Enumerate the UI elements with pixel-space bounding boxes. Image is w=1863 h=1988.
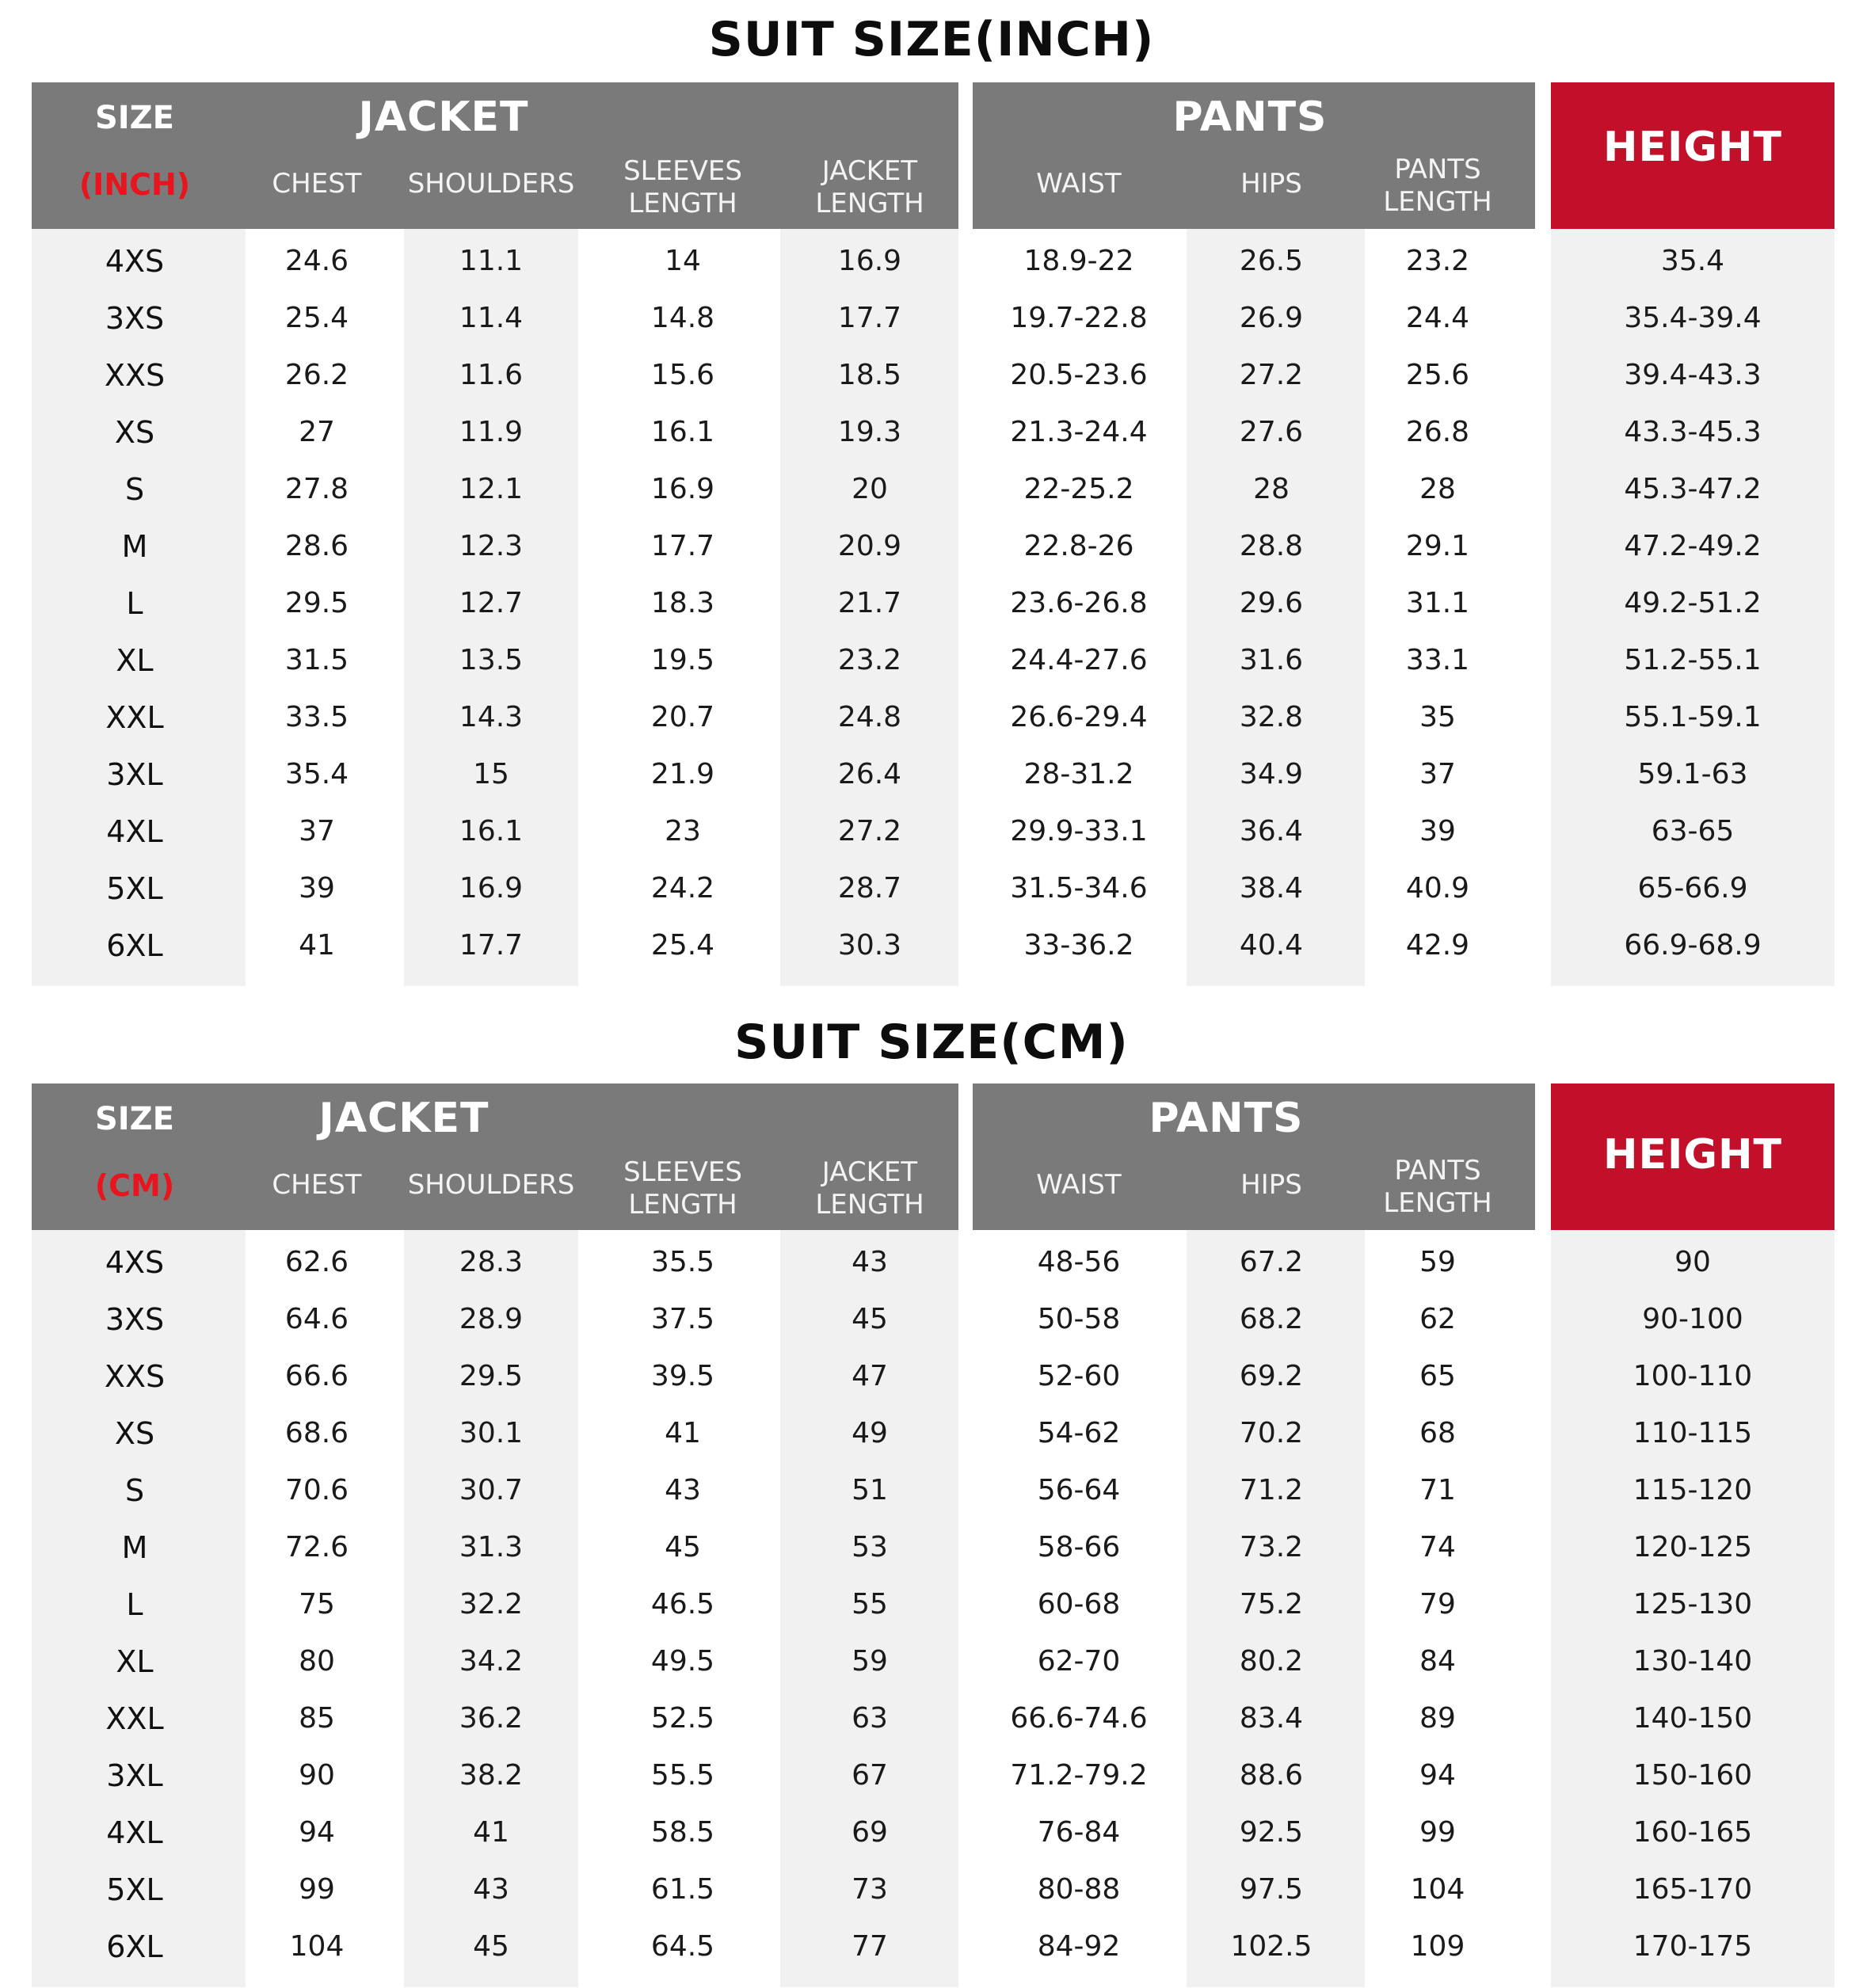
value-cell: 26.6-29.4 (1010, 701, 1148, 733)
value-cell: 20.5-23.6 (1010, 359, 1148, 391)
value-cell: 75 (299, 1588, 335, 1620)
chest-column-label: CHEST (272, 1169, 362, 1201)
table-row (0, 290, 1863, 347)
value-cell: 28.9 (459, 1303, 524, 1335)
size-header-label: SIZE (94, 1101, 175, 1137)
value-cell: 43 (665, 1474, 701, 1506)
unit-label: (CM) (94, 1168, 175, 1203)
value-cell: 47.2-49.2 (1624, 530, 1762, 562)
value-cell: 68 (1419, 1417, 1456, 1449)
value-cell: 85 (299, 1702, 335, 1735)
size-cell: 3XS (105, 301, 165, 336)
value-cell: 59 (851, 1645, 888, 1678)
value-cell: 125-130 (1633, 1588, 1753, 1620)
value-cell: 88.6 (1239, 1759, 1304, 1792)
value-cell: 12.7 (459, 587, 524, 619)
value-cell: 37.5 (650, 1303, 715, 1335)
value-cell: 65 (1419, 1360, 1456, 1392)
jacket-group-label: JACKET (358, 93, 529, 141)
value-cell: 23 (665, 815, 701, 847)
value-cell: 83.4 (1239, 1702, 1304, 1735)
value-cell: 80 (299, 1645, 335, 1678)
value-cell: 115-120 (1633, 1474, 1753, 1506)
table-row (0, 404, 1863, 461)
value-cell: 27.2 (1239, 359, 1304, 391)
value-cell: 59.1-63 (1637, 758, 1748, 790)
pants-group-label: PANTS (1172, 93, 1328, 141)
value-cell: 66.9-68.9 (1624, 929, 1762, 962)
value-cell: 55.5 (650, 1759, 715, 1792)
size-cell: XXL (105, 700, 164, 735)
value-cell: 52.5 (650, 1702, 715, 1735)
value-cell: 35.4 (1660, 245, 1725, 277)
value-cell: 12.3 (459, 530, 524, 562)
value-cell: 15.6 (650, 359, 715, 391)
pants-header (973, 82, 1535, 229)
value-cell: 41 (665, 1417, 701, 1449)
value-cell: 36.2 (459, 1702, 524, 1735)
value-cell: 16.9 (650, 473, 715, 505)
size-cell: XXS (104, 358, 166, 393)
value-cell: 68.6 (284, 1417, 349, 1449)
table-row (0, 1234, 1863, 1291)
chest-column-label: CHEST (272, 168, 362, 200)
value-cell: 30.3 (837, 929, 902, 962)
value-cell: 150-160 (1633, 1759, 1753, 1792)
size-cell: XS (114, 415, 155, 450)
value-cell: 16.1 (650, 416, 715, 448)
value-cell: 27.8 (284, 473, 349, 505)
value-cell: 109 (1410, 1930, 1465, 1963)
value-cell: 38.4 (1239, 872, 1304, 905)
value-cell: 17.7 (459, 929, 524, 962)
size-cell: 5XL (106, 1872, 163, 1907)
value-cell: 84 (1419, 1645, 1456, 1678)
value-cell: 54-62 (1037, 1417, 1121, 1449)
sleeves-column-label-line1: SLEEVES (623, 155, 742, 187)
value-cell: 20.7 (650, 701, 715, 733)
value-cell: 64.6 (284, 1303, 349, 1335)
value-cell: 43.3-45.3 (1624, 416, 1762, 448)
value-cell: 43 (851, 1246, 888, 1278)
pants-group-label: PANTS (1149, 1095, 1304, 1142)
value-cell: 63-65 (1651, 815, 1735, 847)
value-cell: 62-70 (1037, 1645, 1121, 1678)
table-row (0, 689, 1863, 746)
jacket-length-column-label-line2: LENGTH (815, 1189, 924, 1221)
height-label: HEIGHT (1602, 124, 1783, 171)
waist-column-label: WAIST (1036, 168, 1122, 200)
value-cell: 15 (473, 758, 509, 790)
value-cell: 35.4 (284, 758, 349, 790)
value-cell: 14.8 (650, 302, 715, 334)
value-cell: 102.5 (1230, 1930, 1312, 1963)
table-row (0, 1291, 1863, 1348)
jacket-length-column-label-line1: JACKET (821, 155, 918, 187)
cm-table-title: SUIT SIZE(CM) (734, 1015, 1129, 1070)
value-cell: 11.9 (459, 416, 524, 448)
value-cell: 28-31.2 (1023, 758, 1134, 790)
value-cell: 170-175 (1633, 1930, 1753, 1963)
value-cell: 26.2 (284, 359, 349, 391)
value-cell: 62.6 (284, 1246, 349, 1278)
value-cell: 29.6 (1239, 587, 1304, 619)
value-cell: 70.2 (1239, 1417, 1304, 1449)
value-cell: 45 (851, 1303, 888, 1335)
size-cell: 3XL (106, 757, 163, 792)
value-cell: 51 (851, 1474, 888, 1506)
value-cell: 47 (851, 1360, 888, 1392)
value-cell: 56-64 (1037, 1474, 1121, 1506)
value-cell: 140-150 (1633, 1702, 1753, 1735)
size-cell: L (126, 1587, 143, 1622)
value-cell: 34.2 (459, 1645, 524, 1678)
size-cell: 3XS (105, 1302, 165, 1337)
value-cell: 35.4-39.4 (1624, 302, 1762, 334)
value-cell: 160-165 (1633, 1816, 1753, 1849)
value-cell: 66.6-74.6 (1010, 1702, 1148, 1735)
value-cell: 90 (299, 1759, 335, 1792)
size-cell: 4XS (105, 1245, 165, 1280)
value-cell: 13.5 (459, 644, 524, 676)
size-cell: 3XL (106, 1758, 163, 1793)
value-cell: 18.3 (650, 587, 715, 619)
size-cell: S (124, 472, 145, 507)
value-cell: 17.7 (837, 302, 902, 334)
value-cell: 31.6 (1239, 644, 1304, 676)
value-cell: 35.5 (650, 1246, 715, 1278)
value-cell: 28 (1419, 473, 1456, 505)
value-cell: 55 (851, 1588, 888, 1620)
jacket-length-column-label-line1: JACKET (821, 1156, 918, 1188)
value-cell: 71 (1419, 1474, 1456, 1506)
size-cell: XL (116, 1644, 154, 1679)
table-row (0, 746, 1863, 803)
value-cell: 23.6-26.8 (1010, 587, 1148, 619)
value-cell: 22.8-26 (1023, 530, 1134, 562)
value-cell: 63 (851, 1702, 888, 1735)
value-cell: 53 (851, 1531, 888, 1563)
value-cell: 27.2 (837, 815, 902, 847)
table-row (0, 1633, 1863, 1690)
value-cell: 67.2 (1239, 1246, 1304, 1278)
value-cell: 73.2 (1239, 1531, 1304, 1563)
value-cell: 19.3 (837, 416, 902, 448)
value-cell: 60-68 (1037, 1588, 1121, 1620)
table-row (0, 1576, 1863, 1633)
value-cell: 17.7 (650, 530, 715, 562)
value-cell: 14 (665, 245, 701, 277)
shoulders-column-label: SHOULDERS (407, 168, 575, 200)
value-cell: 27.6 (1239, 416, 1304, 448)
sleeves-column-label-line2: LENGTH (628, 1189, 737, 1221)
value-cell: 18.5 (837, 359, 902, 391)
value-cell: 37 (299, 815, 335, 847)
table-row (0, 1690, 1863, 1747)
table-row (0, 1405, 1863, 1462)
value-cell: 77 (851, 1930, 888, 1963)
value-cell: 14.3 (459, 701, 524, 733)
size-cell: XS (114, 1416, 155, 1451)
value-cell: 49.2-51.2 (1624, 587, 1762, 619)
value-cell: 67 (851, 1759, 888, 1792)
value-cell: 28.7 (837, 872, 902, 905)
value-cell: 12.1 (459, 473, 524, 505)
sleeves-column-label-line2: LENGTH (628, 188, 737, 219)
value-cell: 99 (299, 1873, 335, 1906)
table-row (0, 518, 1863, 575)
value-cell: 31.5-34.6 (1010, 872, 1148, 905)
table-row (0, 1804, 1863, 1861)
value-cell: 49 (851, 1417, 888, 1449)
value-cell: 31.5 (284, 644, 349, 676)
jacket-header (32, 1083, 958, 1230)
value-cell: 76-84 (1037, 1816, 1121, 1849)
value-cell: 92.5 (1239, 1816, 1304, 1849)
value-cell: 89 (1419, 1702, 1456, 1735)
value-cell: 24.8 (837, 701, 902, 733)
value-cell: 72.6 (284, 1531, 349, 1563)
value-cell: 51.2-55.1 (1624, 644, 1762, 676)
hips-column-label: HIPS (1240, 168, 1302, 200)
value-cell: 42.9 (1405, 929, 1470, 962)
table-row (0, 1519, 1863, 1576)
shoulders-column-label: SHOULDERS (407, 1169, 575, 1201)
value-cell: 45 (665, 1531, 701, 1563)
value-cell: 24.4 (1405, 302, 1470, 334)
table-row (0, 1348, 1863, 1405)
value-cell: 32.8 (1239, 701, 1304, 733)
table-row (0, 347, 1863, 404)
value-cell: 28 (1253, 473, 1290, 505)
value-cell: 99 (1419, 1816, 1456, 1849)
table-row (0, 1918, 1863, 1975)
size-cell: 4XL (106, 1815, 163, 1850)
size-cell: XL (116, 643, 154, 678)
value-cell: 120-125 (1633, 1531, 1753, 1563)
size-cell: L (126, 586, 143, 621)
value-cell: 16.9 (459, 872, 524, 905)
value-cell: 74 (1419, 1531, 1456, 1563)
value-cell: 18.9-22 (1023, 245, 1134, 277)
unit-label: (INCH) (78, 167, 191, 202)
value-cell: 61.5 (650, 1873, 715, 1906)
value-cell: 29.9-33.1 (1010, 815, 1148, 847)
size-cell: XXL (105, 1701, 164, 1736)
value-cell: 46.5 (650, 1588, 715, 1620)
value-cell: 28.8 (1239, 530, 1304, 562)
value-cell: 66.6 (284, 1360, 349, 1392)
value-cell: 84-92 (1037, 1930, 1121, 1963)
value-cell: 30.7 (459, 1474, 524, 1506)
value-cell: 90 (1674, 1246, 1711, 1278)
value-cell: 45 (473, 1930, 509, 1963)
value-cell: 62 (1419, 1303, 1456, 1335)
pants-length-column-label-line1: PANTS (1394, 1155, 1481, 1186)
value-cell: 94 (1419, 1759, 1456, 1792)
value-cell: 33.5 (284, 701, 349, 733)
value-cell: 80-88 (1037, 1873, 1121, 1906)
value-cell: 31.1 (1405, 587, 1470, 619)
value-cell: 110-115 (1633, 1417, 1753, 1449)
size-cell: 6XL (106, 928, 163, 963)
value-cell: 58.5 (650, 1816, 715, 1849)
value-cell: 58-66 (1037, 1531, 1121, 1563)
value-cell: 24.6 (284, 245, 349, 277)
table-row (0, 917, 1863, 974)
value-cell: 34.9 (1239, 758, 1304, 790)
height-label: HEIGHT (1602, 1131, 1783, 1179)
value-cell: 49.5 (650, 1645, 715, 1678)
value-cell: 97.5 (1239, 1873, 1304, 1906)
value-cell: 73 (851, 1873, 888, 1906)
size-cell: 4XS (105, 244, 165, 279)
value-cell: 29.1 (1405, 530, 1470, 562)
jacket-length-column-label-line2: LENGTH (815, 188, 924, 219)
table-row (0, 461, 1863, 518)
value-cell: 39 (1419, 815, 1456, 847)
value-cell: 64.5 (650, 1930, 715, 1963)
value-cell: 36.4 (1239, 815, 1304, 847)
value-cell: 37 (1419, 758, 1456, 790)
inch-table-title: SUIT SIZE(INCH) (708, 12, 1155, 67)
value-cell: 11.6 (459, 359, 524, 391)
value-cell: 21.7 (837, 587, 902, 619)
jacket-group-label: JACKET (318, 1095, 490, 1142)
value-cell: 26.4 (837, 758, 902, 790)
table-row (0, 1861, 1863, 1918)
hips-column-label: HIPS (1240, 1169, 1302, 1201)
value-cell: 65-66.9 (1637, 872, 1748, 905)
value-cell: 41 (299, 929, 335, 962)
value-cell: 94 (299, 1816, 335, 1849)
waist-column-label: WAIST (1036, 1169, 1122, 1201)
height-header (1551, 1083, 1834, 1230)
value-cell: 40.4 (1239, 929, 1304, 962)
value-cell: 29.5 (459, 1360, 524, 1392)
sleeves-column-label-line1: SLEEVES (623, 1156, 742, 1188)
value-cell: 130-140 (1633, 1645, 1753, 1678)
value-cell: 69 (851, 1816, 888, 1849)
value-cell: 23.2 (837, 644, 902, 676)
jacket-header (32, 82, 958, 229)
value-cell: 59 (1419, 1246, 1456, 1278)
value-cell: 30.1 (459, 1417, 524, 1449)
value-cell: 41 (473, 1816, 509, 1849)
value-cell: 52-60 (1037, 1360, 1121, 1392)
value-cell: 25.6 (1405, 359, 1470, 391)
table-row (0, 1462, 1863, 1519)
value-cell: 25.4 (650, 929, 715, 962)
value-cell: 35 (1419, 701, 1456, 733)
value-cell: 22-25.2 (1023, 473, 1134, 505)
value-cell: 11.1 (459, 245, 524, 277)
value-cell: 71.2-79.2 (1010, 1759, 1148, 1792)
value-cell: 71.2 (1239, 1474, 1304, 1506)
value-cell: 38.2 (459, 1759, 524, 1792)
size-cell: M (121, 529, 148, 564)
size-cell: XXS (104, 1359, 166, 1394)
table-row (0, 860, 1863, 917)
value-cell: 100-110 (1633, 1360, 1753, 1392)
size-cell: 5XL (106, 871, 163, 906)
table-row (0, 1747, 1863, 1804)
value-cell: 48-56 (1037, 1246, 1121, 1278)
pants-length-column-label-line1: PANTS (1394, 154, 1481, 185)
value-cell: 27 (299, 416, 335, 448)
value-cell: 40.9 (1405, 872, 1470, 905)
value-cell: 104 (289, 1930, 345, 1963)
value-cell: 39 (299, 872, 335, 905)
table-row (0, 803, 1863, 860)
pants-length-column-label-line2: LENGTH (1383, 186, 1492, 218)
value-cell: 75.2 (1239, 1588, 1304, 1620)
value-cell: 23.2 (1405, 245, 1470, 277)
value-cell: 69.2 (1239, 1360, 1304, 1392)
value-cell: 26.5 (1239, 245, 1304, 277)
value-cell: 50-58 (1037, 1303, 1121, 1335)
value-cell: 28.6 (284, 530, 349, 562)
value-cell: 31.3 (459, 1531, 524, 1563)
value-cell: 20 (851, 473, 888, 505)
height-header (1551, 82, 1834, 229)
size-cell: 6XL (106, 1929, 163, 1964)
value-cell: 21.3-24.4 (1010, 416, 1148, 448)
value-cell: 26.9 (1239, 302, 1304, 334)
value-cell: 43 (473, 1873, 509, 1906)
value-cell: 90-100 (1642, 1303, 1743, 1335)
value-cell: 80.2 (1239, 1645, 1304, 1678)
value-cell: 165-170 (1633, 1873, 1753, 1906)
value-cell: 33.1 (1405, 644, 1470, 676)
value-cell: 29.5 (284, 587, 349, 619)
pants-length-column-label-line2: LENGTH (1383, 1187, 1492, 1219)
value-cell: 24.2 (650, 872, 715, 905)
table-row (0, 575, 1863, 632)
table-row (0, 632, 1863, 689)
pants-header (973, 1083, 1535, 1230)
value-cell: 21.9 (650, 758, 715, 790)
value-cell: 39.5 (650, 1360, 715, 1392)
value-cell: 28.3 (459, 1246, 524, 1278)
value-cell: 33-36.2 (1023, 929, 1134, 962)
value-cell: 20.9 (837, 530, 902, 562)
value-cell: 16.9 (837, 245, 902, 277)
value-cell: 19.7-22.8 (1010, 302, 1148, 334)
value-cell: 55.1-59.1 (1624, 701, 1762, 733)
value-cell: 104 (1410, 1873, 1465, 1906)
value-cell: 19.5 (650, 644, 715, 676)
size-cell: S (124, 1473, 145, 1508)
table-row (0, 233, 1863, 290)
value-cell: 32.2 (459, 1588, 524, 1620)
value-cell: 16.1 (459, 815, 524, 847)
value-cell: 26.8 (1405, 416, 1470, 448)
value-cell: 24.4-27.6 (1010, 644, 1148, 676)
value-cell: 25.4 (284, 302, 349, 334)
value-cell: 70.6 (284, 1474, 349, 1506)
size-header-label: SIZE (94, 100, 175, 136)
value-cell: 39.4-43.3 (1624, 359, 1762, 391)
value-cell: 45.3-47.2 (1624, 473, 1762, 505)
value-cell: 11.4 (459, 302, 524, 334)
value-cell: 68.2 (1239, 1303, 1304, 1335)
value-cell: 79 (1419, 1588, 1456, 1620)
size-cell: M (121, 1530, 148, 1565)
size-cell: 4XL (106, 814, 163, 849)
